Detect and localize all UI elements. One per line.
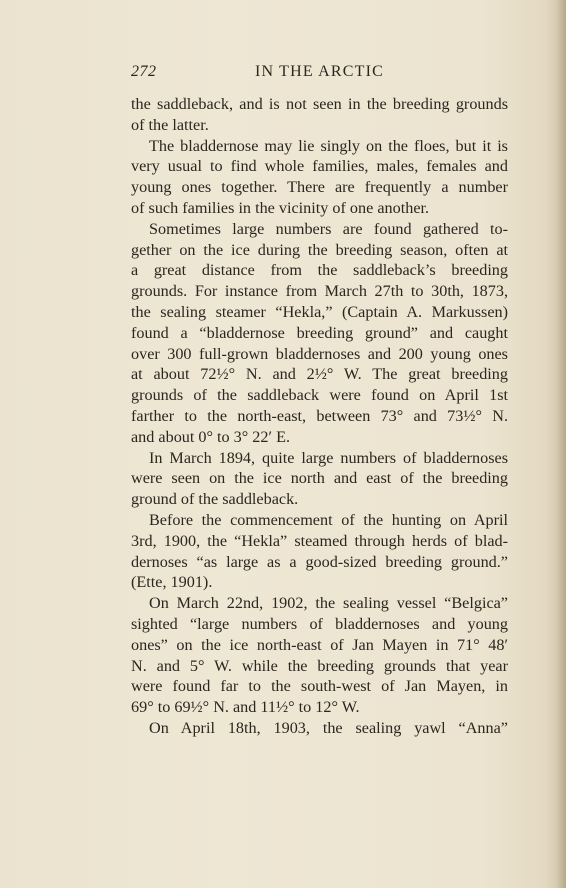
page-number: 272	[131, 63, 157, 80]
text-line: The bladdernose may lie singly on the floes, but it is	[149, 136, 508, 155]
text-line: Sometimes large numbers are found gathered to-	[149, 219, 508, 238]
text-line: the sealing steamer “Hekla,” (Captain A. Markussen)	[131, 302, 508, 321]
text-line: 3rd, 1900, the “Hekla” steamed through herds of blad-	[131, 531, 508, 550]
text-line: farther to the north-east, between 73° and 73½° N.	[131, 406, 508, 425]
text-line: very usual to find whole families, males, females and	[131, 157, 508, 176]
text-line: found a “bladdernose breeding ground” and caught	[131, 323, 508, 342]
text-line: On April 18th, 1903, the sealing yawl “Anna”	[149, 718, 508, 737]
text-line: of the latter.	[131, 115, 209, 134]
text-line: grounds. For instance from March 27th to 30th, 1873,	[131, 282, 508, 301]
text-line: over 300 full-grown bladdernoses and 200 young ones	[131, 344, 508, 363]
text-line: N. and 5° W. while the breeding grounds that year	[131, 656, 508, 675]
running-head: IN THE ARCTIC	[254, 63, 385, 80]
text-line: 69° to 69½° N. and 11½° to 12° W.	[131, 698, 360, 717]
text-line: gether on the ice during the breeding season, often at	[131, 240, 508, 259]
page-header	[131, 63, 508, 85]
text-line: On March 22nd, 1902, the sealing vessel “Belgica”	[149, 594, 508, 613]
text-line: the saddleback, and is not seen in the breeding grounds	[131, 95, 508, 113]
text-line: ground of the saddleback.	[131, 490, 299, 509]
text-line: young ones together. There are frequently a number	[131, 178, 508, 197]
text-line: were found far to the south-west of Jan Mayen, in	[131, 677, 508, 696]
text-line: dernoses “as large as a good-sized breeding ground.”	[131, 552, 508, 571]
text-line: ones” on the ice north-east of Jan Mayen in 71° 48′	[131, 635, 508, 654]
text-line: (Ette, 1901).	[131, 573, 213, 592]
text-line: a great distance from the saddleback’s breeding	[131, 261, 508, 280]
text-line: Before the commencement of the hunting on April	[149, 510, 508, 529]
body-text	[131, 94, 508, 739]
text-line: grounds of the saddleback were found on April 1st	[131, 386, 508, 405]
text-line: and about 0° to 3° 22′ E.	[131, 427, 291, 446]
text-line: were seen on the ice north and east of the breeding	[131, 469, 508, 488]
text-line: In March 1894, quite large numbers of bladdernoses	[149, 448, 508, 467]
text-line: sighted “large numbers of bladdernoses and young	[131, 614, 508, 633]
text-line: at about 72½° N. and 2½° W. The great breeding	[131, 365, 508, 384]
text-line: of such families in the vicinity of one another.	[131, 198, 430, 217]
